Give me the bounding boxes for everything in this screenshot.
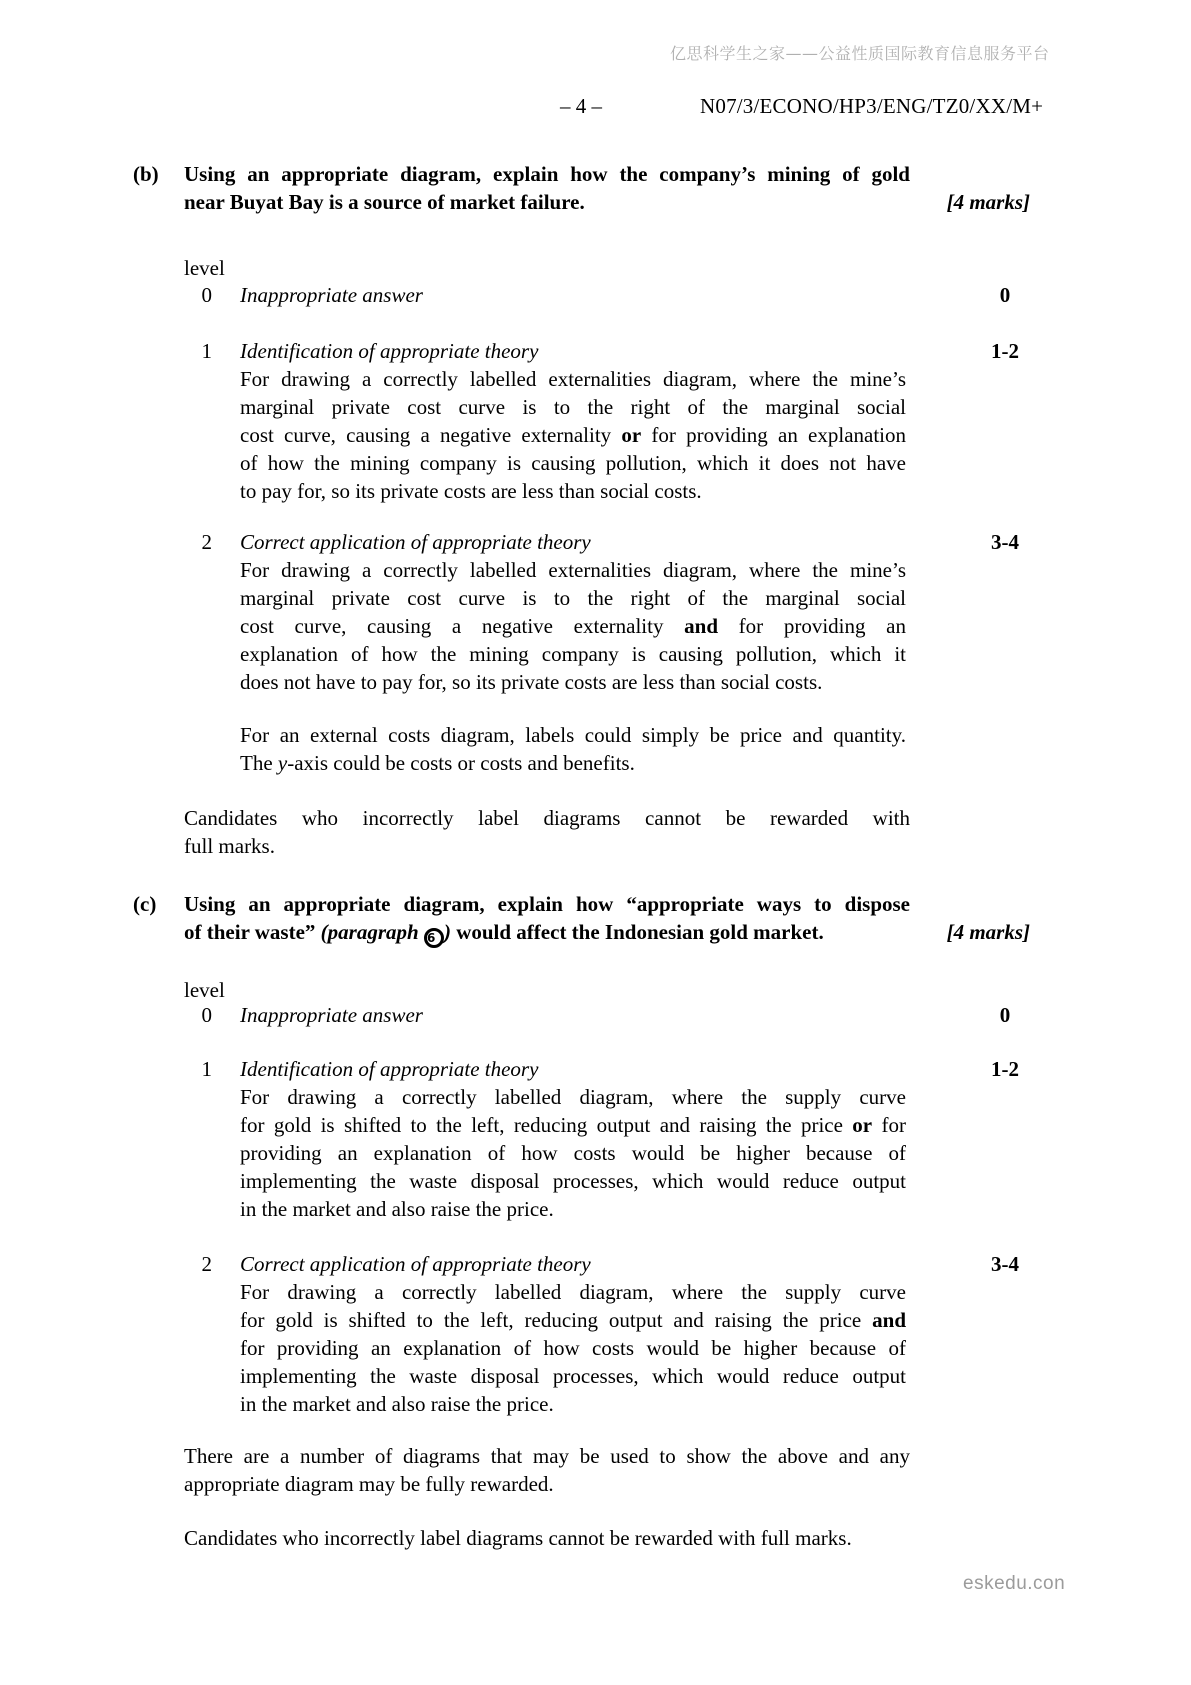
level-mark-b0: 0 <box>999 283 1011 307</box>
level-num: 1 <box>201 1057 212 1081</box>
level-body-b2: For drawing a correctly labelled externalities diagram, where the mine’s marginal private cost curve is to the right of the marginal social cost curve, causing a negative externality and for providing an explanation of how the mining company is causing pollution, which it does not have to pay for, so its private costs are less than social costs. <box>240 558 906 694</box>
marks-tag-b: [4 marks] <box>946 190 1030 214</box>
level-heading-c: level <box>184 978 225 1002</box>
note-labels-b: Candidates who incorrectly label diagrams cannot be rewarded with full marks. <box>184 806 910 858</box>
level-row-b1 <box>184 337 924 365</box>
level-body-b1: For drawing a correctly labelled externalities diagram, where the mine’s marginal private cost curve is to the right of the marginal social cost curve, causing a negative externality or for providing an explanation of how the mining company is causing pollution, which it does not have to pay for, so its private costs are less than social costs. <box>240 367 907 503</box>
site-watermark: 亿思科学生之家——公益性质国际教育信息服务平台 <box>670 44 1050 63</box>
level-title: Inappropriate answer <box>240 1003 423 1027</box>
level-title: Inappropriate answer <box>240 283 423 307</box>
level-body-c2: For drawing a correctly labelled diagram, where the supply curve for gold is shifted to the left, reducing output and raising the price and for providing an explanation of how costs would be higher because of implementing the waste disposal processes, which would reduce output in the market and also raise the price. <box>240 1280 906 1416</box>
level-mark-c1: 1-2 <box>991 1057 1019 1081</box>
level-num: 2 <box>201 1252 212 1276</box>
note-labels-c: Candidates who incorrectly label diagrams cannot be rewarded with full marks. <box>184 1526 852 1550</box>
note-external-costs: For an external costs diagram, labels could simply be price and quantity. The y-axis could be costs or costs and benefits. <box>240 723 906 775</box>
level-title: Correct application of appropriate theory <box>240 1252 591 1276</box>
question-text-c: Using an appropriate diagram, explain how “appropriate ways to dispose of their waste” (paragraph 6 ) would affect the Indonesian gold market. <box>184 890 910 948</box>
level-heading-b: level <box>184 256 225 280</box>
question-text-b: Using an appropriate diagram, explain how the company’s mining of gold near Buyat Bay is a source of market failure. <box>184 162 910 214</box>
level-title: Correct application of appropriate theory <box>240 530 591 554</box>
level-num: 0 <box>201 1003 212 1027</box>
level-num: 0 <box>201 283 212 307</box>
level-row-b0 <box>184 281 924 309</box>
level-title: Identification of appropriate theory <box>240 1057 539 1081</box>
question-label-b: (b) <box>133 162 159 186</box>
paper-code: N07/3/ECONO/HP3/ENG/TZ0/XX/M+ <box>700 94 1044 118</box>
paragraph-ref-badge: 6 <box>424 928 444 948</box>
page-number: – 4 – <box>560 94 602 118</box>
level-row-c0 <box>184 1001 924 1029</box>
level-mark-b2: 3-4 <box>991 530 1019 554</box>
question-label-c: (c) <box>133 892 157 916</box>
marks-tag-c: [4 marks] <box>946 920 1030 944</box>
level-mark-c0: 0 <box>999 1003 1011 1027</box>
level-mark-c2: 3-4 <box>991 1252 1019 1276</box>
level-mark-b1: 1-2 <box>991 339 1019 363</box>
level-row-c1 <box>184 1055 924 1083</box>
level-row-c2 <box>184 1250 924 1278</box>
note-diagrams-c: There are a number of diagrams that may be used to show the above and any appropriate diagram may be fully rewarded. <box>184 1444 910 1496</box>
level-title: Identification of appropriate theory <box>240 339 539 363</box>
level-row-b2 <box>184 528 924 556</box>
level-num: 1 <box>201 339 212 363</box>
level-body-c1: For drawing a correctly labelled diagram, where the supply curve for gold is shifted to the left, reducing output and raising the price or for providing an explanation of how costs would be higher because of implementing the waste disposal processes, which would reduce output in the market and also raise the price. <box>240 1085 906 1221</box>
footer-watermark: eskedu.con <box>963 1573 1066 1594</box>
level-num: 2 <box>201 530 212 554</box>
